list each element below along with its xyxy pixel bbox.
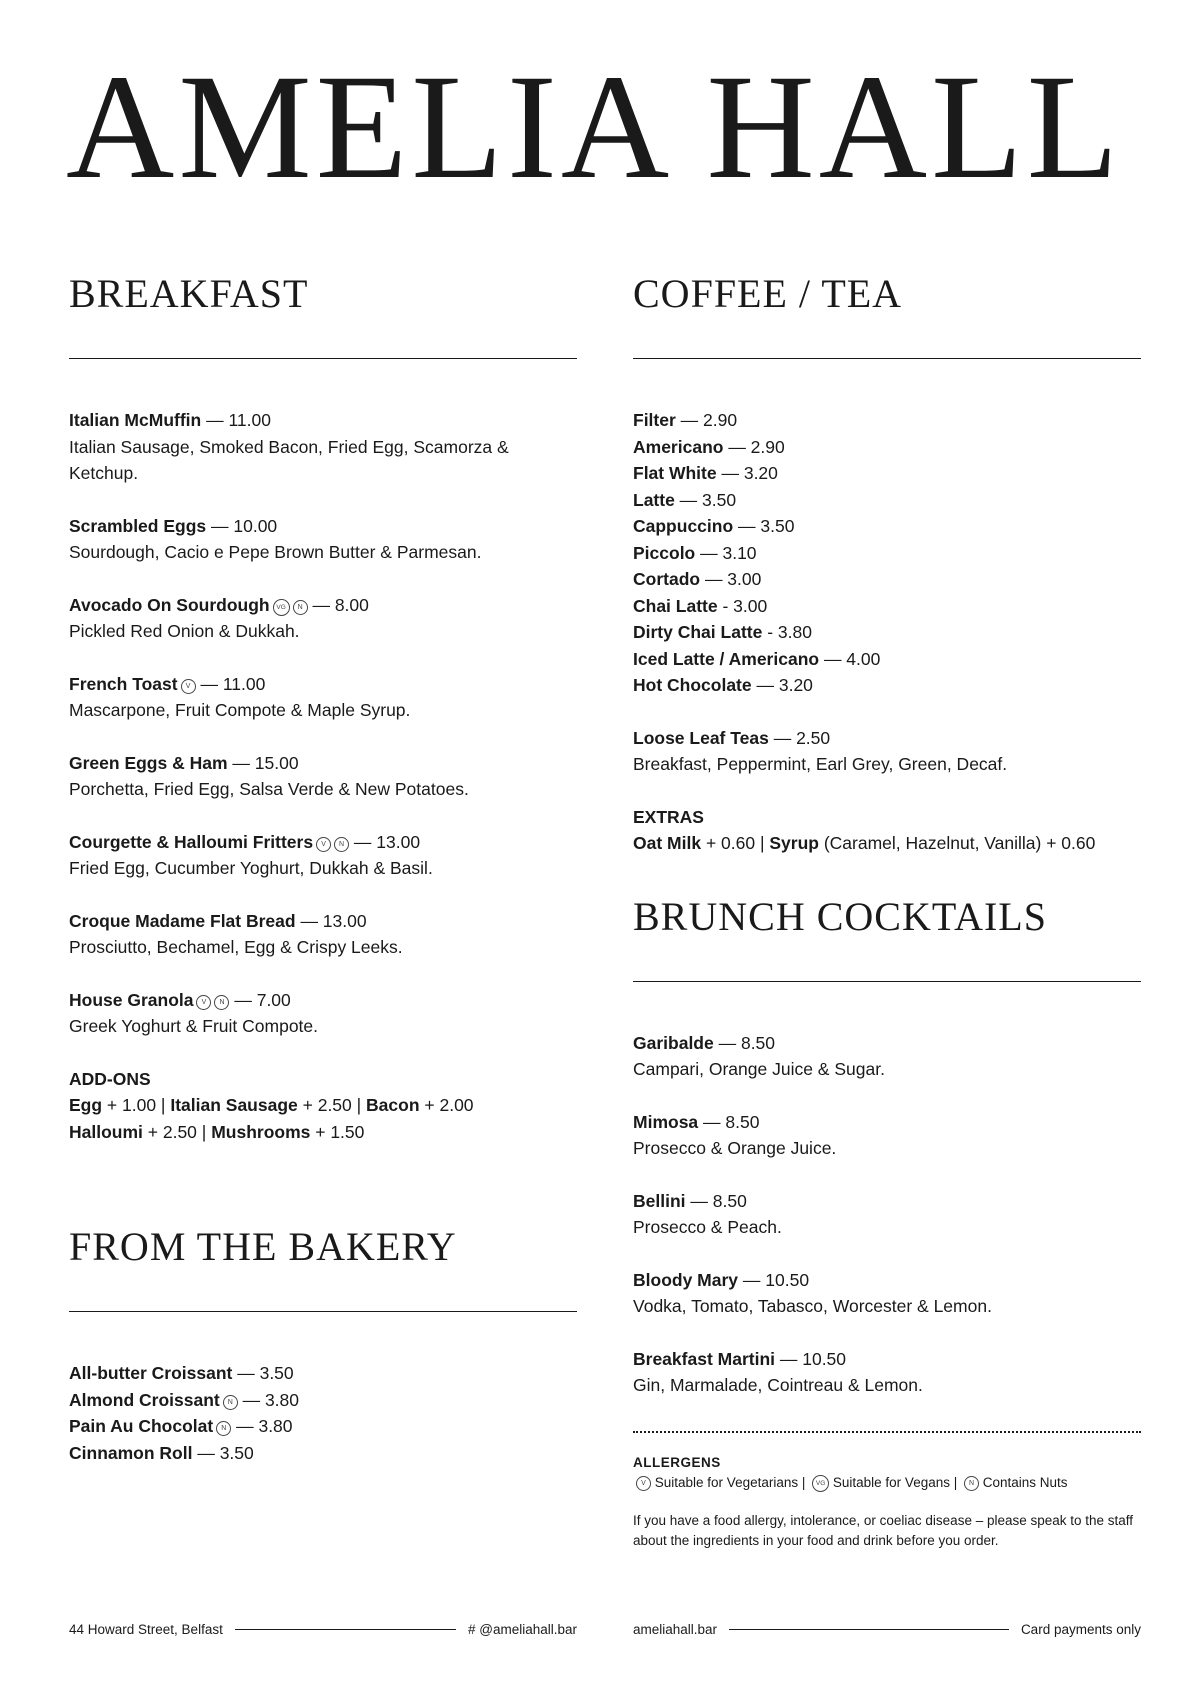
section-title-coffee: COFFEE / TEA [633, 271, 903, 316]
item-description: Prosciutto, Bechamel, Egg & Crispy Leeks. [69, 937, 403, 957]
item-price: — 8.50 [713, 1032, 776, 1053]
item-name: Iced Latte / Americano [633, 648, 820, 669]
footer-rule [729, 1629, 1009, 1630]
extra-oat-price: + 0.60 | [701, 833, 770, 853]
menu-item [633, 593, 1141, 620]
menu-item [633, 566, 1141, 593]
item-price: — 11.00 [195, 673, 266, 694]
menu-item-teas [633, 725, 1141, 778]
item-name: Green Eggs & Ham [69, 752, 228, 773]
item-name: Piccolo [633, 542, 696, 563]
allergens-note: If you have a food allergy, intolerance, or coeliac disease – please speak to the staff about the ingredients in your food and drink before you order. [633, 1512, 1134, 1548]
item-description: Breakfast, Peppermint, Earl Grey, Green, Decaf. [633, 754, 1008, 774]
left-column [69, 270, 577, 1466]
addons-block [69, 1066, 577, 1146]
item-price: — 13.00 [349, 831, 421, 852]
menu-item [633, 1030, 1141, 1083]
item-name: Latte [633, 489, 675, 510]
footer-address: 44 Howard Street, Belfast [69, 1622, 223, 1637]
item-name: Pain Au Chocolat [69, 1416, 214, 1436]
menu-item [69, 1387, 577, 1414]
item-price: — 3.50 [674, 489, 737, 510]
section-divider [633, 358, 1141, 359]
section-title-cocktails: BRUNCH COCKTAILS [633, 893, 1047, 939]
item-name: All-butter Croissant [69, 1363, 233, 1383]
item-price: — 3.20 [751, 675, 813, 695]
item-price: — 3.50 [232, 1363, 294, 1383]
item-name: Filter [633, 410, 676, 430]
footer-right [633, 1622, 1141, 1637]
footer-payment-note: Card payments only [1020, 1622, 1141, 1637]
item-name: Flat White [633, 463, 717, 483]
addon-egg-price: + 1.00 | [102, 1095, 171, 1115]
extras-row [633, 830, 1141, 857]
menu-item [633, 672, 1141, 699]
item-name: Cappuccino [633, 516, 734, 536]
item-price: — 10.00 [206, 515, 278, 536]
item-name: Garibalde [633, 1032, 714, 1053]
item-price: — 3.80 [231, 1416, 293, 1436]
allergens-title: ALLERGENS [633, 1454, 721, 1470]
item-price: — 10.50 [775, 1348, 847, 1369]
item-name: Cortado [633, 569, 701, 589]
vegetarian-icon: V [196, 995, 211, 1010]
menu-item [633, 434, 1141, 461]
item-name: Courgette & Halloumi Fritters [69, 831, 314, 852]
menu-item [69, 592, 577, 645]
allergens-block [633, 1453, 1141, 1551]
menu-item [633, 407, 1141, 434]
vegan-icon: VG [812, 1475, 829, 1492]
item-name: Bloody Mary [633, 1269, 739, 1290]
item-price: — 3.50 [733, 516, 795, 536]
addon-sausage-price: + 2.50 | [297, 1095, 367, 1115]
item-description: Greek Yoghurt & Fruit Compote. [69, 1016, 319, 1036]
item-name: Americano [633, 436, 724, 457]
item-description: Prosecco & Orange Juice. [633, 1138, 837, 1158]
menu-item [633, 646, 1141, 673]
item-price: - 3.80 [762, 622, 812, 642]
item-price: — 2.90 [723, 436, 785, 457]
item-price: — 3.20 [716, 463, 778, 483]
menu-item [633, 487, 1141, 514]
allergens-legend [633, 1473, 1141, 1493]
extra-syrup-detail: (Caramel, Hazelnut, Vanilla) + 0.60 [818, 833, 1096, 853]
extras-block [633, 804, 1141, 857]
menu-item [69, 750, 577, 803]
menu-item [633, 1188, 1141, 1241]
addon-mushrooms-price: + 1.50 [310, 1121, 365, 1142]
nuts-icon: N [216, 1421, 231, 1436]
menu-item [633, 619, 1141, 646]
footer-website-link[interactable]: ameliahall.bar [633, 1622, 718, 1637]
item-description: Campari, Orange Juice & Sugar. [633, 1059, 885, 1079]
item-description: Porchetta, Fried Egg, Salsa Verde & New Potatoes. [69, 779, 469, 799]
vegetarian-icon: V [316, 837, 331, 852]
section-title-bakery: FROM THE BAKERY [69, 1224, 457, 1269]
addon-egg: Egg [69, 1095, 103, 1115]
item-price: — 11.00 [201, 410, 271, 430]
addon-mushrooms: Mushrooms [211, 1121, 311, 1142]
addons-row-1 [69, 1092, 577, 1119]
extra-oat-milk: Oat Milk [633, 833, 702, 853]
menu-item [69, 1360, 577, 1387]
item-name: Bellini [633, 1190, 686, 1211]
item-name: House Granola [69, 989, 194, 1010]
section-title-breakfast: BREAKFAST [69, 271, 309, 316]
cocktail-list [633, 1030, 1141, 1399]
vegetarian-label: Suitable for Vegetarians | [654, 1474, 810, 1490]
menu-item [633, 1346, 1141, 1399]
item-price: — 13.00 [295, 910, 367, 931]
item-description: Vodka, Tomato, Tabasco, Worcester & Lemon. [633, 1296, 992, 1316]
item-description: Italian Sausage, Smoked Bacon, Fried Egg, Scamorza & Ketchup. [69, 436, 509, 483]
item-name: French Toast [69, 673, 178, 694]
extras-label: EXTRAS [633, 806, 704, 827]
item-price: — 4.00 [819, 648, 881, 669]
item-name: Avocado On Sourdough [69, 594, 270, 615]
nuts-icon: N [223, 1395, 238, 1410]
footer-rule [235, 1629, 456, 1630]
item-price: — 3.80 [237, 1389, 300, 1410]
item-price: — 7.00 [229, 989, 291, 1010]
menu-item [633, 540, 1141, 567]
nuts-label: Contains Nuts [982, 1474, 1068, 1490]
item-name: Breakfast Martini [633, 1348, 775, 1369]
item-name: Cinnamon Roll [69, 1442, 193, 1463]
menu-item [633, 1267, 1141, 1320]
addons-row-2 [69, 1119, 577, 1146]
section-divider [69, 1311, 577, 1312]
item-price: — 2.50 [768, 727, 831, 748]
item-name: Mimosa [633, 1111, 699, 1132]
item-description: Sourdough, Cacio e Pepe Brown Butter & Parmesan. [69, 542, 482, 562]
menu-item [69, 829, 577, 882]
menu-item [633, 1109, 1141, 1162]
menu-item [69, 407, 577, 487]
section-divider [69, 358, 577, 359]
menu-item [633, 513, 1141, 540]
addon-bacon-price: + 2.00 [419, 1095, 474, 1115]
nuts-icon: N [334, 837, 349, 852]
nuts-icon: N [964, 1476, 979, 1491]
addon-bacon: Bacon [366, 1095, 420, 1115]
item-description: Prosecco & Peach. [633, 1217, 782, 1237]
item-price: — 3.10 [695, 542, 757, 563]
menu-item [69, 908, 577, 961]
breakfast-list [69, 407, 577, 1040]
footer-social-handle[interactable]: # @ameliahall.bar [467, 1622, 577, 1637]
vegan-icon: VG [273, 599, 290, 616]
item-price: — 8.50 [698, 1111, 760, 1132]
item-price: — 8.00 [307, 594, 369, 615]
item-price: — 2.90 [675, 410, 738, 430]
menu-item [633, 460, 1141, 487]
vegan-label: Suitable for Vegans | [832, 1474, 961, 1490]
section-divider [633, 981, 1141, 982]
item-price: — 8.50 [685, 1190, 747, 1211]
addon-halloumi-price: + 2.50 | [142, 1121, 212, 1142]
item-name: Scrambled Eggs [69, 515, 207, 536]
item-description: Pickled Red Onion & Dukkah. [69, 621, 300, 641]
item-name: Loose Leaf Teas [633, 727, 769, 748]
item-description: Fried Egg, Cucumber Yoghurt, Dukkah & Basil. [69, 858, 433, 878]
item-price: — 15.00 [227, 752, 299, 773]
brand-title: AMELIA HALL [66, 44, 1123, 210]
item-price: - 3.00 [717, 595, 768, 616]
vegetarian-icon: V [636, 1476, 651, 1491]
item-price: — 10.50 [738, 1269, 810, 1290]
coffee-list [633, 407, 1141, 699]
item-price: — 3.00 [700, 569, 762, 589]
menu-item [69, 987, 577, 1040]
item-name: Croque Madame Flat Bread [69, 910, 296, 931]
item-name: Italian McMuffin [69, 410, 202, 430]
item-name: Chai Latte [633, 595, 718, 616]
menu-item [69, 513, 577, 566]
item-description: Mascarpone, Fruit Compote & Maple Syrup. [69, 700, 411, 720]
item-name: Hot Chocolate [633, 675, 752, 695]
menu-item [69, 1413, 577, 1440]
item-description: Gin, Marmalade, Cointreau & Lemon. [633, 1375, 923, 1395]
footer-left [69, 1622, 577, 1637]
dotted-divider [633, 1431, 1141, 1433]
menu-item [69, 671, 577, 724]
menu-item [69, 1440, 577, 1467]
extra-syrup: Syrup [769, 833, 819, 853]
addon-sausage: Italian Sausage [170, 1095, 298, 1115]
item-name: Dirty Chai Latte [633, 622, 763, 642]
bakery-list [69, 1360, 577, 1466]
item-price: — 3.50 [192, 1442, 254, 1463]
nuts-icon: N [214, 995, 229, 1010]
addon-halloumi: Halloumi [69, 1121, 143, 1142]
item-name: Almond Croissant [69, 1389, 220, 1410]
addons-label: ADD-ONS [69, 1068, 151, 1089]
right-column [633, 270, 1141, 1551]
vegetarian-icon: V [181, 679, 196, 694]
nuts-icon: N [293, 600, 308, 615]
